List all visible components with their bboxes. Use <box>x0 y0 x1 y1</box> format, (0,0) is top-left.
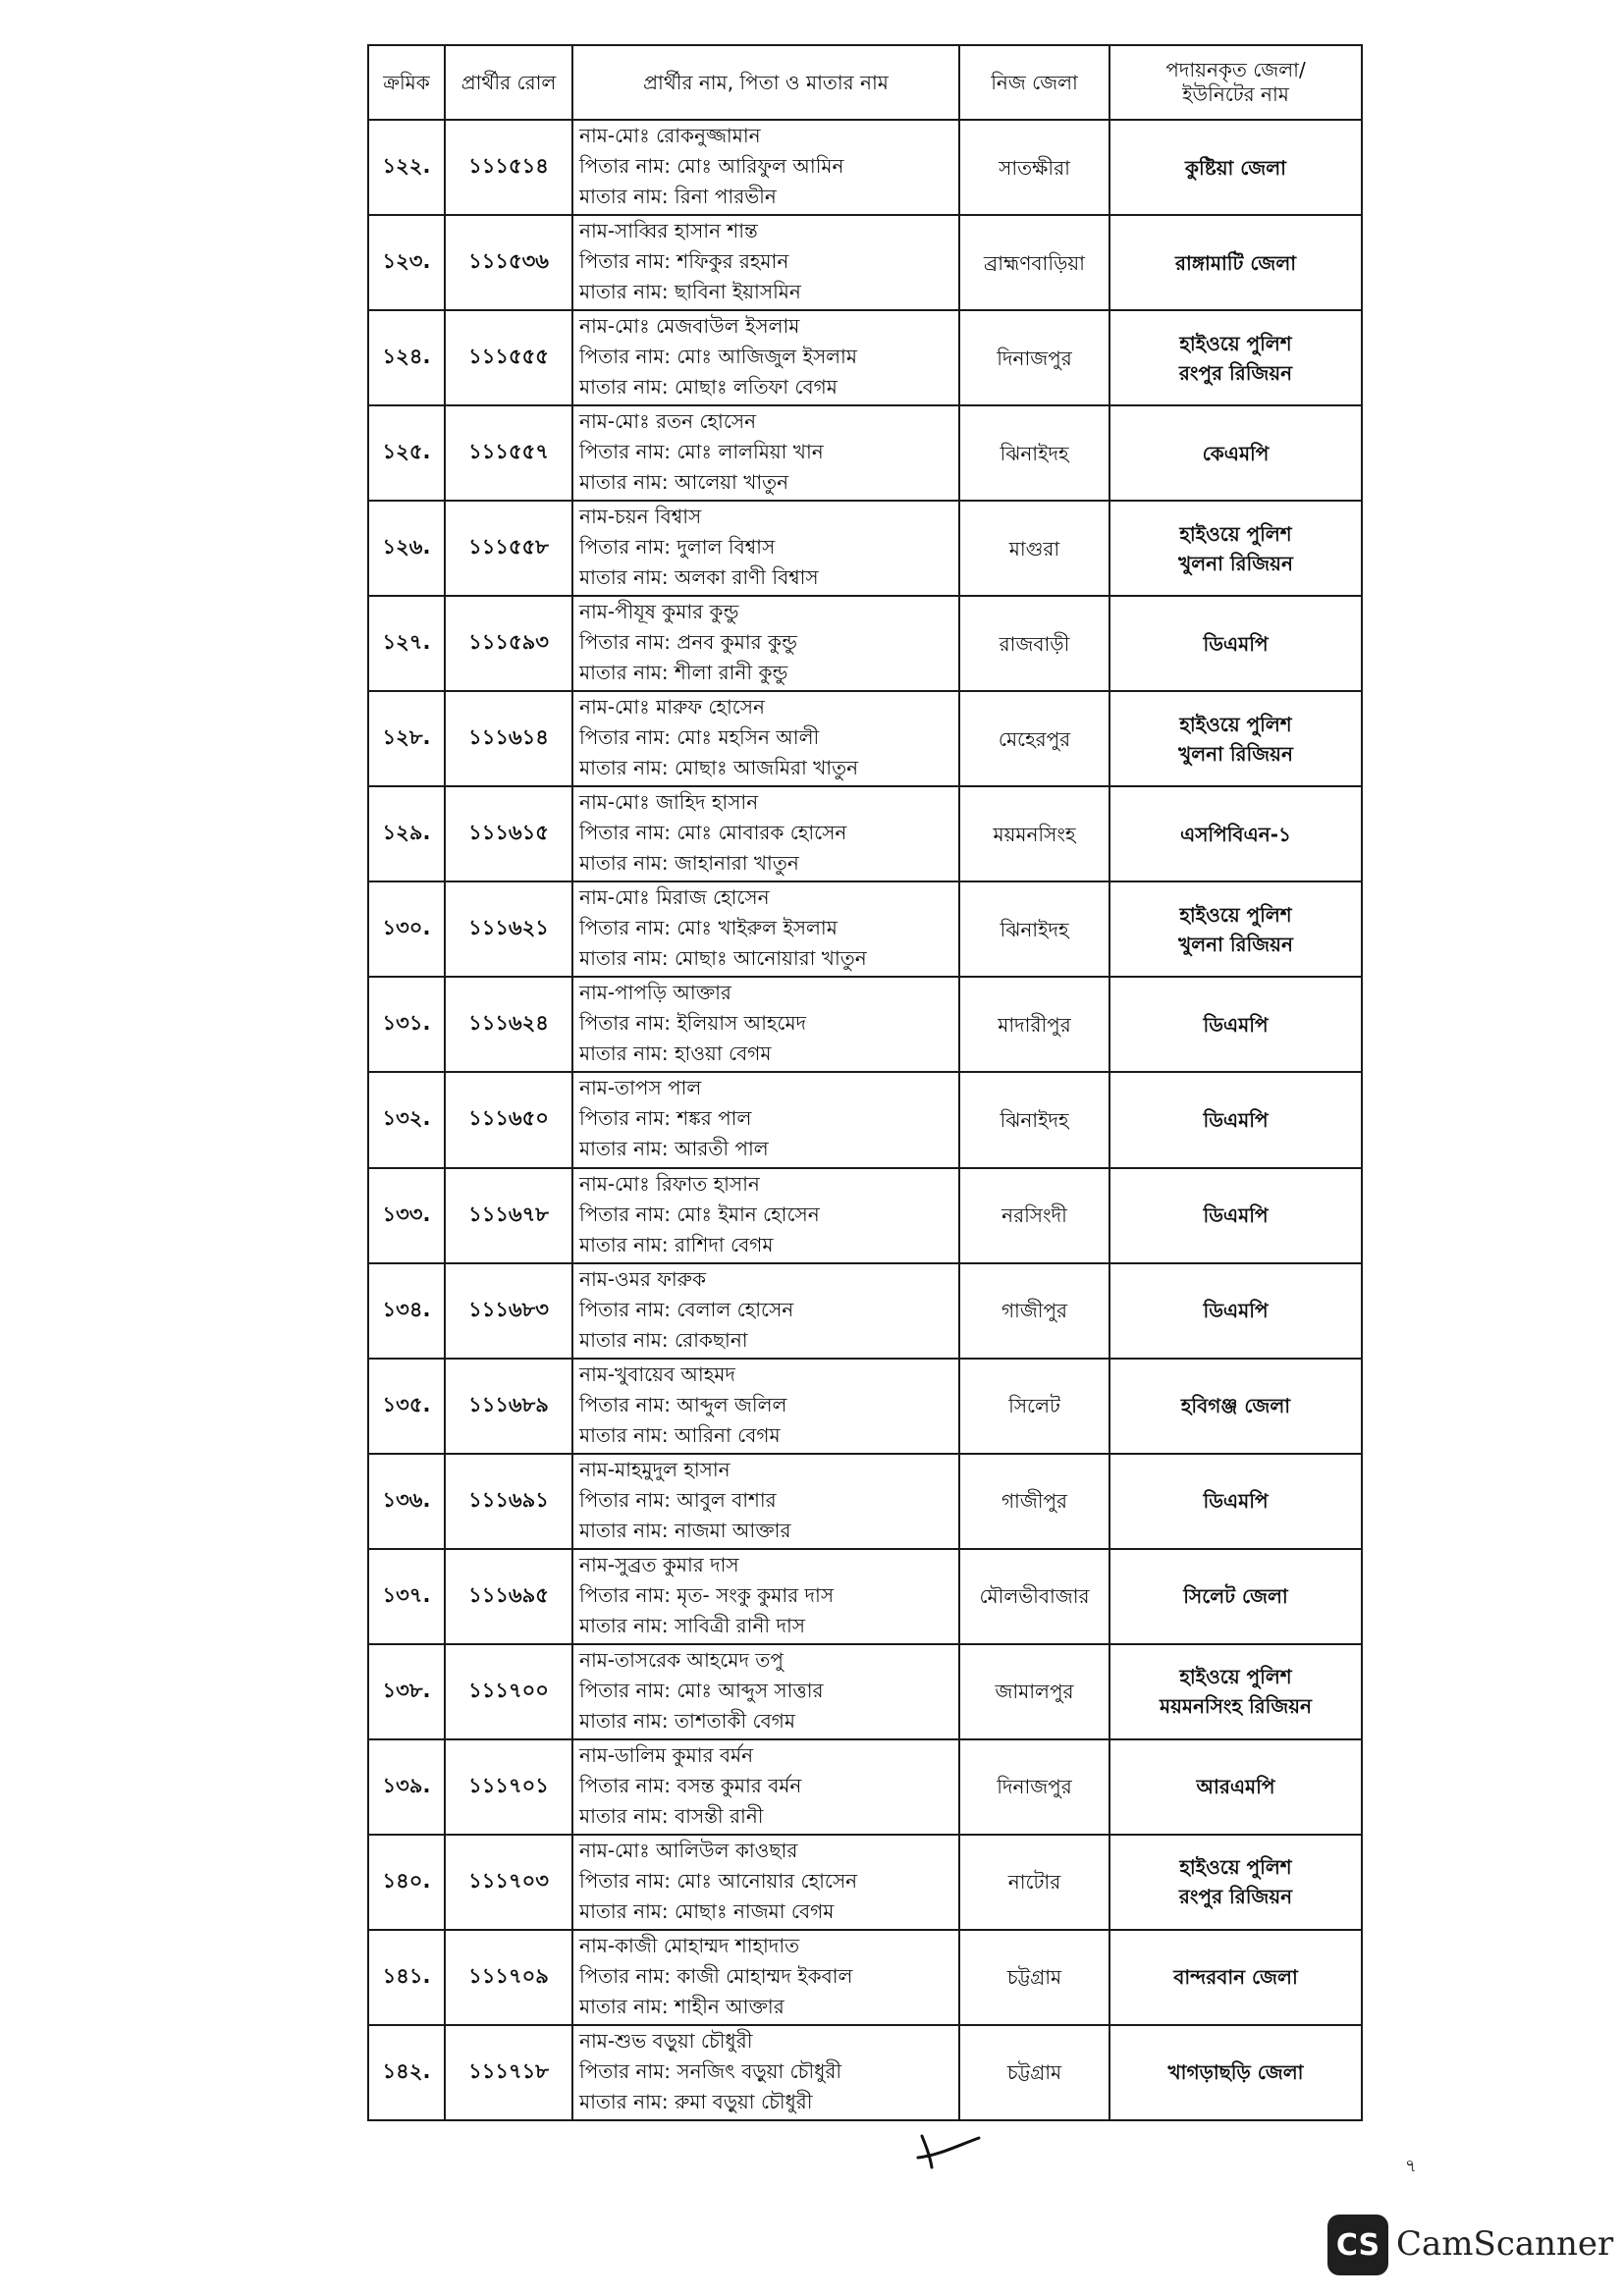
posting-line1: হাইওয়ে পুলিশ <box>1179 1665 1292 1689</box>
posting-line1: হাইওয়ে পুলিশ <box>1179 902 1292 927</box>
roll-cell: ১১১৭০৯ <box>445 1930 572 2025</box>
father-name: পিতার নাম: ইলিয়াস আহমেদ <box>579 1011 807 1036</box>
candidate-name: নাম-মাহমুদুল হাসান <box>579 1457 730 1481</box>
names-cell <box>572 1739 959 1835</box>
posting-cell <box>1109 120 1362 215</box>
home-district-cell: মৌলভীবাজার <box>959 1549 1109 1644</box>
candidate-table <box>367 44 1363 2121</box>
names-cell <box>572 596 959 691</box>
names-cell <box>572 1359 959 1454</box>
mother-name: মাতার নাম: শীলা রানী কুন্ডু <box>579 661 788 685</box>
posting-line1: হাইওয়ে পুলিশ <box>1179 712 1292 736</box>
father-name: পিতার নাম: মোঃ আরিফুল আমিন <box>579 154 844 178</box>
posting-cell <box>1109 596 1362 691</box>
posting-line2: খুলনা রিজিয়ন <box>1178 932 1293 956</box>
names-cell <box>572 1930 959 2025</box>
candidate-name: নাম-চয়ন বিশ্বাস <box>579 505 702 529</box>
posting-line1: আরএমপি <box>1196 1775 1275 1799</box>
mother-name: মাতার নাম: আরতী পাল <box>579 1137 769 1161</box>
father-name: পিতার নাম: মোঃ আব্দুস সাত্তার <box>579 1678 824 1702</box>
mother-name: মাতার নাম: আরিনা বেগম <box>579 1422 781 1447</box>
candidate-name: নাম-কাজী মোহাম্মদ শাহাদাত <box>579 1933 800 1957</box>
mother-name: মাতার নাম: মোছাঃ আজমিরা খাতুন <box>579 756 859 780</box>
names-cell <box>572 1168 959 1263</box>
mother-name: মাতার নাম: রিনা পারভীন <box>579 185 777 208</box>
posting-cell <box>1109 1644 1362 1739</box>
serial-cell: ১৪২. <box>368 2025 445 2120</box>
posting-cell <box>1109 310 1362 405</box>
serial-cell: ১২৫. <box>368 405 445 501</box>
home-district-cell: ঝিনাইদহ <box>959 405 1109 501</box>
roll-cell: ১১১৬৫০ <box>445 1072 572 1167</box>
serial-cell: ১৩৯. <box>368 1739 445 1835</box>
serial-cell: ১৩৮. <box>368 1644 445 1739</box>
posting-line1: সিলেট জেলা <box>1183 1584 1288 1609</box>
father-name: পিতার নাম: বসন্ত কুমার বর্মন <box>579 1773 802 1797</box>
father-name: পিতার নাম: দুলাল বিশ্বাস <box>579 535 776 560</box>
table-row <box>368 1359 1362 1454</box>
home-district-cell: নাটোর <box>959 1835 1109 1930</box>
posting-cell <box>1109 2025 1362 2120</box>
posting-cell <box>1109 405 1362 501</box>
table-row <box>368 405 1362 501</box>
mother-name: মাতার নাম: ছাবিনা ইয়াসমিন <box>579 280 801 304</box>
names-cell <box>572 1835 959 1930</box>
posting-line2: খুলনা রিজিয়ন <box>1178 741 1293 766</box>
table-row <box>368 1263 1362 1359</box>
names-cell <box>572 786 959 881</box>
serial-cell: ১৪০. <box>368 1835 445 1930</box>
home-district-cell: দিনাজপুর <box>959 310 1109 405</box>
serial-cell: ১৩১. <box>368 977 445 1072</box>
roll-cell: ১১১৫৫৮ <box>445 501 572 596</box>
mother-name: মাতার নাম: মোছাঃ নাজমা বেগম <box>579 1898 835 1923</box>
home-district-cell: চট্টগ্রাম <box>959 2025 1109 2120</box>
roll-cell: ১১১৭০০ <box>445 1644 572 1739</box>
serial-cell: ১৩৫. <box>368 1359 445 1454</box>
table-row <box>368 1454 1362 1549</box>
posting-cell <box>1109 1930 1362 2025</box>
roll-cell: ১১১৭১৮ <box>445 2025 572 2120</box>
father-name: পিতার নাম: প্রনব কুমার কুন্ডু <box>579 630 797 655</box>
home-district-cell: মাগুরা <box>959 501 1109 596</box>
names-cell <box>572 1644 959 1739</box>
father-name: পিতার নাম: শঙ্কর পাল <box>579 1106 752 1131</box>
candidate-name: নাম-সুব্রত কুমার দাস <box>579 1552 739 1576</box>
candidate-name: নাম-পাপড়ি আক্তার <box>579 981 731 1005</box>
mother-name: মাতার নাম: শাহীন আক্তার <box>579 1994 784 2018</box>
roll-cell: ১১১৫৯৩ <box>445 596 572 691</box>
father-name: পিতার নাম: বেলাল হোসেন <box>579 1297 794 1321</box>
candidate-name: নাম-শুভ বড়ুয়া চৌধুরী <box>579 2028 753 2053</box>
header-roll: প্রার্থীর রোল <box>445 45 572 120</box>
mother-name: মাতার নাম: মোছাঃ লতিফা বেগম <box>579 375 838 400</box>
posting-line1: ডিএমপি <box>1203 1107 1269 1132</box>
posting-cell <box>1109 977 1362 1072</box>
candidate-name: নাম-সাব্বির হাসান শান্ত <box>579 219 758 243</box>
posting-line1: হাইওয়ে পুলিশ <box>1179 1855 1292 1880</box>
roll-cell: ১১১৫৫৭ <box>445 405 572 501</box>
posting-line1: কেএমপি <box>1202 441 1270 465</box>
posting-line1: খাগড়াছড়ি জেলা <box>1167 2060 1304 2085</box>
posting-cell <box>1109 1263 1362 1359</box>
candidate-name: নাম-খুবায়েব আহমদ <box>579 1362 735 1386</box>
names-cell <box>572 691 959 786</box>
roll-cell: ১১১৬৮৯ <box>445 1359 572 1454</box>
table-row <box>368 596 1362 691</box>
home-district-cell: দিনাজপুর <box>959 1739 1109 1835</box>
roll-cell: ১১১৫১৪ <box>445 120 572 215</box>
home-district-cell: মেহেরপুর <box>959 691 1109 786</box>
posting-cell <box>1109 1454 1362 1549</box>
table-row <box>368 1168 1362 1263</box>
serial-cell: ১২৩. <box>368 215 445 310</box>
posting-line1: বান্দরবান জেলা <box>1173 1965 1298 1990</box>
posting-cell <box>1109 1072 1362 1167</box>
serial-cell: ১২২. <box>368 120 445 215</box>
header-home-district: নিজ জেলা <box>959 45 1109 120</box>
table-row <box>368 1072 1362 1167</box>
father-name: পিতার নাম: আবুল বাশার <box>579 1487 777 1512</box>
candidate-name: নাম-মোঃ মেজবাউল ইসলাম <box>579 314 800 339</box>
father-name: পিতার নাম: সনজিৎ বড়ুয়া চৌধুরী <box>579 2058 842 2083</box>
roll-cell: ১১১৭০১ <box>445 1739 572 1835</box>
posting-cell <box>1109 1168 1362 1263</box>
candidate-name: নাম-মোঃ রোকনুজ্জামান <box>579 124 761 147</box>
roll-cell: ১১১৭০৩ <box>445 1835 572 1930</box>
posting-cell <box>1109 1549 1362 1644</box>
posting-line1: হবিগঞ্জ জেলা <box>1180 1394 1291 1418</box>
names-cell <box>572 501 959 596</box>
posting-cell <box>1109 1359 1362 1454</box>
roll-cell: ১১১৬২১ <box>445 881 572 977</box>
posting-cell <box>1109 1835 1362 1930</box>
posting-line1: ডিএমপি <box>1203 1489 1269 1514</box>
table-row <box>368 881 1362 977</box>
table-row <box>368 786 1362 881</box>
serial-cell: ১২৯. <box>368 786 445 881</box>
home-district-cell: ব্রাহ্মণবাড়িয়া <box>959 215 1109 310</box>
father-name: পিতার নাম: মোঃ ইমান হোসেন <box>579 1201 820 1226</box>
mother-name: মাতার নাম: মোছাঃ আনোয়ারা খাতুন <box>579 946 867 971</box>
posting-line2: রংপুর রিজিয়ন <box>1178 1885 1293 1909</box>
mother-name: মাতার নাম: রাশিদা বেগম <box>579 1232 774 1256</box>
serial-cell: ১৩০. <box>368 881 445 977</box>
posting-line1: ডিএমপি <box>1203 1012 1269 1037</box>
home-district-cell: জামালপুর <box>959 1644 1109 1739</box>
table-row <box>368 1930 1362 2025</box>
names-cell <box>572 2025 959 2120</box>
posting-line2: রংপুর রিজিয়ন <box>1178 360 1293 385</box>
names-cell <box>572 881 959 977</box>
table-row <box>368 215 1362 310</box>
signature-mark <box>908 2128 987 2177</box>
home-district-cell: গাজীপুর <box>959 1263 1109 1359</box>
roll-cell: ১১১৬৮৩ <box>445 1263 572 1359</box>
posting-line1: হাইওয়ে পুলিশ <box>1179 521 1292 546</box>
posting-cell <box>1109 786 1362 881</box>
table-row <box>368 120 1362 215</box>
roll-cell: ১১১৫৫৫ <box>445 310 572 405</box>
roll-cell: ১১১৬২৪ <box>445 977 572 1072</box>
names-cell <box>572 1549 959 1644</box>
posting-line2: ময়মনসিংহ রিজিয়ন <box>1160 1694 1312 1719</box>
home-district-cell: রাজবাড়ী <box>959 596 1109 691</box>
mother-name: মাতার নাম: অলকা রাণী বিশ্বাস <box>579 565 819 590</box>
roll-cell: ১১১৫৩৬ <box>445 215 572 310</box>
roll-cell: ১১১৬১৪ <box>445 691 572 786</box>
roll-cell: ১১১৬৭৮ <box>445 1168 572 1263</box>
mother-name: মাতার নাম: রুমা বড়ুয়া চৌধুরী <box>579 2089 813 2113</box>
posting-line1: হাইওয়ে পুলিশ <box>1179 331 1292 355</box>
names-cell <box>572 1263 959 1359</box>
table-row <box>368 2025 1362 2120</box>
names-cell <box>572 977 959 1072</box>
posting-line1: ডিএমপি <box>1203 1299 1269 1323</box>
candidate-name: নাম-পীযূষ কুমার কুন্ডু <box>579 600 739 624</box>
mother-name: মাতার নাম: তাশতাকী বেগম <box>579 1708 795 1733</box>
father-name: পিতার নাম: মোঃ আজিজুল ইসলাম <box>579 345 857 369</box>
candidate-name: নাম-মোঃ আলিউল কাওছার <box>579 1838 798 1862</box>
candidate-name: নাম-তাপস পাল <box>579 1076 702 1100</box>
roll-cell: ১১১৬৯১ <box>445 1454 572 1549</box>
table-row <box>368 1549 1362 1644</box>
father-name: পিতার নাম: আব্দুল জলিল <box>579 1392 787 1416</box>
candidate-name: নাম-মোঃ রতন হোসেন <box>579 409 757 434</box>
home-district-cell: নরসিংদী <box>959 1168 1109 1263</box>
mother-name: মাতার নাম: সাবিত্রী রানী দাস <box>579 1613 805 1637</box>
serial-cell: ১৪১. <box>368 1930 445 2025</box>
camscanner-logo-icon: CS <box>1327 2215 1388 2275</box>
posting-cell <box>1109 1739 1362 1835</box>
home-district-cell: সিলেট <box>959 1359 1109 1454</box>
home-district-cell: গাজীপুর <box>959 1454 1109 1549</box>
roll-cell: ১১১৬৯৫ <box>445 1549 572 1644</box>
table-row <box>368 691 1362 786</box>
home-district-cell: ঝিনাইদহ <box>959 881 1109 977</box>
posting-line1: রাঙ্গামাটি জেলা <box>1174 250 1297 275</box>
header-posting-line1: পদায়নকৃত জেলা/ <box>1165 58 1306 81</box>
posting-line2: খুলনা রিজিয়ন <box>1178 551 1293 575</box>
father-name: পিতার নাম: মোঃ খাইরুল ইসলাম <box>579 916 838 940</box>
table-row <box>368 1644 1362 1739</box>
serial-cell: ১২৬. <box>368 501 445 596</box>
table-row <box>368 310 1362 405</box>
table-row <box>368 1835 1362 1930</box>
names-cell <box>572 1454 959 1549</box>
names-cell <box>572 120 959 215</box>
candidate-name: নাম-ডালিম কুমার বর্মন <box>579 1742 754 1767</box>
table-row <box>368 977 1362 1072</box>
table-row <box>368 1739 1362 1835</box>
candidate-name: নাম-ওমর ফারুক <box>579 1266 706 1291</box>
table-row <box>368 501 1362 596</box>
header-posting-line2: ইউনিটের নাম <box>1182 82 1289 106</box>
father-name: পিতার নাম: মৃত- সংকু কুমার দাস <box>579 1582 835 1607</box>
home-district-cell: মাদারীপুর <box>959 977 1109 1072</box>
serial-cell: ১৩৩. <box>368 1168 445 1263</box>
father-name: পিতার নাম: মোঃ আনোয়ার হোসেন <box>579 1868 858 1893</box>
header-posting <box>1109 45 1362 120</box>
mother-name: মাতার নাম: রোকছানা <box>579 1327 748 1352</box>
father-name: পিতার নাম: মোঃ মহসিন আলী <box>579 725 820 750</box>
mother-name: মাতার নাম: নাজমা আক্তার <box>579 1518 791 1542</box>
posting-cell <box>1109 501 1362 596</box>
candidate-name: নাম-মোঃ মারুফ হোসেন <box>579 695 765 720</box>
mother-name: মাতার নাম: আলেয়া খাতুন <box>579 470 789 495</box>
serial-cell: ১৩৬. <box>368 1454 445 1549</box>
posting-line1: কুষ্টিয়া জেলা <box>1185 155 1286 180</box>
posting-cell <box>1109 691 1362 786</box>
candidate-name: নাম-তাসরেক আহমেদ তপু <box>579 1647 784 1672</box>
home-district-cell: সাতক্ষীরা <box>959 120 1109 215</box>
father-name: পিতার নাম: মোঃ মোবারক হোসেন <box>579 821 847 845</box>
posting-line1: ডিএমপি <box>1203 1203 1269 1228</box>
serial-cell: ১২৪. <box>368 310 445 405</box>
candidate-name: নাম-মোঃ রিফাত হাসান <box>579 1171 760 1196</box>
camscanner-label: CamScanner <box>1396 2224 1614 2264</box>
father-name: পিতার নাম: শফিকুর রহমান <box>579 249 789 274</box>
serial-cell: ১৩২. <box>368 1072 445 1167</box>
mother-name: মাতার নাম: বাসন্তী রানী <box>579 1803 764 1828</box>
header-serial: ক্রমিক <box>368 45 445 120</box>
candidate-name: নাম-মোঃ জাহিদ হাসান <box>579 790 759 815</box>
home-district-cell: চট্টগ্রাম <box>959 1930 1109 2025</box>
names-cell <box>572 310 959 405</box>
mother-name: মাতার নাম: জাহানারা খাতুন <box>579 851 799 876</box>
mother-name: মাতার নাম: হাওয়া বেগম <box>579 1041 772 1066</box>
posting-cell <box>1109 881 1362 977</box>
page-number: ৭ <box>1405 2156 1417 2176</box>
posting-line1: এসপিবিএন-১ <box>1179 822 1291 846</box>
table-header-row <box>368 45 1362 120</box>
serial-cell: ১২৭. <box>368 596 445 691</box>
names-cell <box>572 215 959 310</box>
home-district-cell: ময়মনসিংহ <box>959 786 1109 881</box>
header-names: প্রার্থীর নাম, পিতা ও মাতার নাম <box>572 45 959 120</box>
home-district-cell: ঝিনাইদহ <box>959 1072 1109 1167</box>
serial-cell: ১২৮. <box>368 691 445 786</box>
posting-line1: ডিএমপি <box>1203 631 1269 656</box>
father-name: পিতার নাম: কাজী মোহাম্মদ ইকবাল <box>579 1963 853 1988</box>
serial-cell: ১৩৭. <box>368 1549 445 1644</box>
roll-cell: ১১১৬১৫ <box>445 786 572 881</box>
names-cell <box>572 1072 959 1167</box>
father-name: পিতার নাম: মোঃ লালমিয়া খান <box>579 440 824 464</box>
posting-cell <box>1109 215 1362 310</box>
names-cell <box>572 405 959 501</box>
candidate-name: নাম-মোঃ মিরাজ হোসেন <box>579 885 770 910</box>
serial-cell: ১৩৪. <box>368 1263 445 1359</box>
